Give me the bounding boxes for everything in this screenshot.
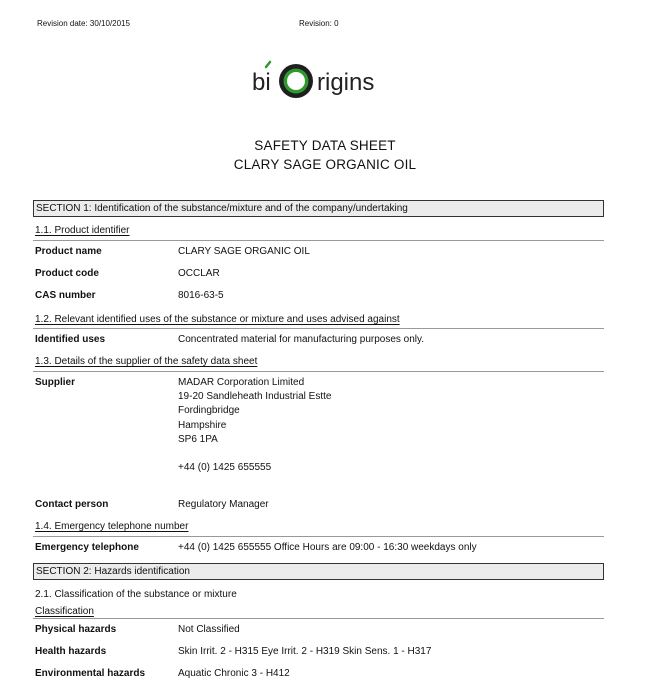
address-line: Hampshire: [178, 419, 227, 431]
subsection-2-1-heading: 2.1. Classification of the substance or mixture: [35, 589, 237, 600]
address-line: Fordingbridge: [178, 405, 240, 417]
identified-uses-value: Concentrated material for manufacturing purposes only.: [178, 334, 425, 345]
environmental-hazards-value: Aquatic Chronic 3 - H412: [178, 668, 290, 679]
subsection-1-4-heading: 1.4. Emergency telephone number: [35, 521, 189, 532]
biorigins-logo-graphic: [248, 59, 393, 105]
contact-person-value: Regulatory Manager: [178, 499, 269, 510]
emergency-telephone-value: +44 (0) 1425 655555 Office Hours are 09:00 - 16:30 weekdays only: [178, 542, 477, 553]
physical-hazards-label: Physical hazards: [35, 624, 117, 635]
product-code-value: OCCLAR: [178, 268, 220, 279]
identified-uses-label: Identified uses: [35, 334, 106, 345]
section-2-heading: SECTION 2: Hazards identification: [33, 563, 604, 580]
company-logo: [248, 59, 393, 105]
health-hazards-value: Skin Irrit. 2 - H315 Eye Irrit. 2 - H319 Skin Sens. 1 - H317: [178, 646, 432, 657]
contact-person-label: Contact person: [35, 499, 109, 510]
address-line: SP6 1PA: [178, 433, 218, 445]
divider: [33, 371, 604, 372]
divider: [33, 536, 604, 537]
revision-number: Revision: 0: [299, 19, 339, 28]
product-code-label: Product code: [35, 268, 99, 279]
divider: [33, 618, 604, 619]
divider: [33, 328, 604, 329]
section-1-heading: SECTION 1: Identification of the substance/mixture and of the company/undertaking: [33, 200, 604, 217]
divider: [33, 240, 604, 241]
cas-number-label: CAS number: [35, 290, 96, 301]
cas-number-value: 8016-63-5: [178, 290, 224, 301]
product-name-value: CLARY SAGE ORGANIC OIL: [178, 246, 310, 257]
environmental-hazards-label: Environmental hazards: [35, 668, 146, 679]
subsection-1-3-heading: 1.3. Details of the supplier of the safety data sheet: [35, 356, 258, 367]
emergency-telephone-label: Emergency telephone: [35, 542, 139, 553]
address-line: MADAR Corporation Limited: [178, 377, 305, 388]
physical-hazards-value: Not Classified: [178, 624, 240, 635]
product-title: CLARY SAGE ORGANIC OIL: [233, 157, 417, 172]
document-title: SAFETY DATA SHEET: [254, 138, 396, 153]
supplier-label: Supplier: [35, 377, 76, 388]
svg-text:bi: bi: [252, 69, 271, 96]
subsection-1-1-heading: 1.1. Product identifier: [35, 225, 130, 236]
svg-text:rigins: rigins: [317, 69, 375, 96]
supplier-phone: +44 (0) 1425 655555: [178, 462, 272, 473]
revision-date: Revision date: 30/10/2015: [37, 19, 130, 28]
classification-heading: Classification: [35, 606, 94, 617]
health-hazards-label: Health hazards: [35, 646, 107, 657]
product-name-label: Product name: [35, 246, 102, 257]
subsection-1-2-heading: 1.2. Relevant identified uses of the substance or mixture and uses advised against: [35, 314, 400, 325]
address-line: 19-20 Sandleheath Industrial Estte: [178, 391, 332, 403]
supplier-address: [178, 377, 331, 448]
